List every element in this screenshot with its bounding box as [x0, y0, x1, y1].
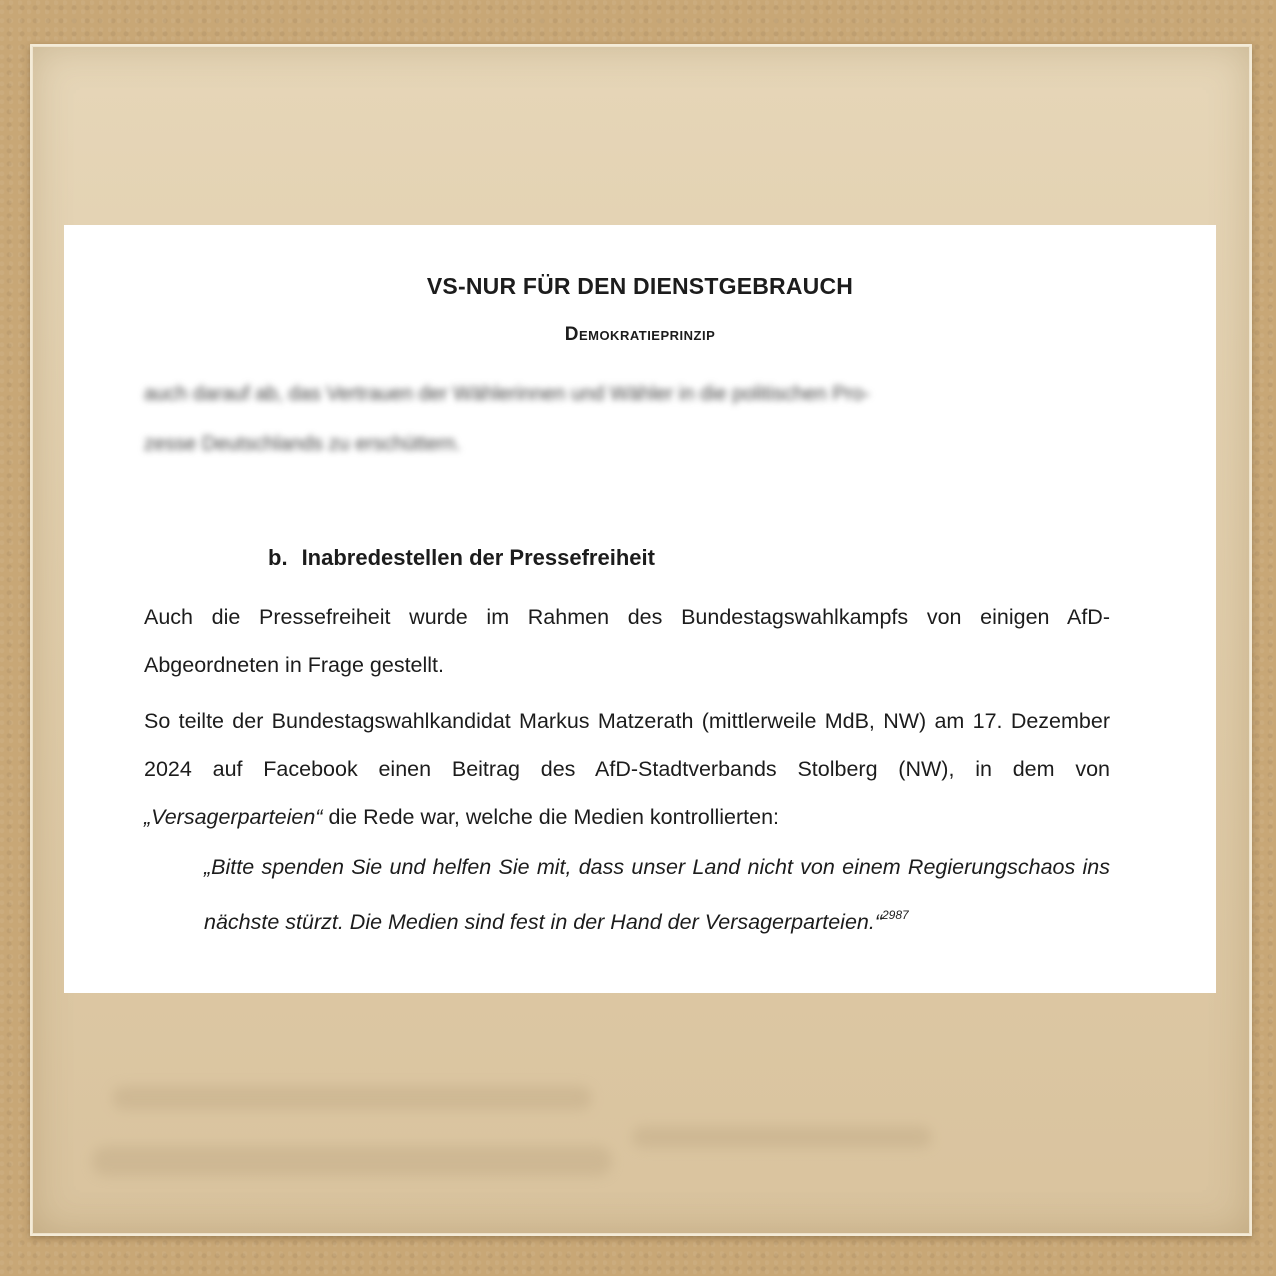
emphasis-text: „Versagerparteien“: [144, 805, 323, 829]
chapter-header: Demokratieprinzip: [564, 324, 716, 345]
classification-header: VS-NUR FÜR DEN DIENSTGEBRAUCH: [426, 273, 854, 299]
blurred-line: auch darauf ab, das Vertrauen der Wählerinnen und Wähler in die politischen Pro-: [144, 383, 870, 405]
section-marker: b.: [268, 545, 288, 570]
paragraph-text: die Rede war, welche die Medien kontrollierten:: [322, 805, 779, 829]
footnote-reference: 2987: [882, 908, 909, 922]
block-quote: [204, 843, 1110, 946]
paragraph: [144, 697, 1110, 841]
section-heading: [268, 545, 655, 571]
document-page: [64, 225, 1216, 993]
blurred-text-block: [144, 369, 1104, 469]
paper-ghost-text: [112, 1086, 592, 1110]
paragraph: Auch die Pressefreiheit wurde im Rahmen des Bundestagswahlkampfs von einigen AfD-Abgeordneten in Frage gestellt.: [144, 605, 1110, 677]
paper-ghost-text: [92, 1146, 612, 1176]
paragraph-text: So teilte der Bundestagswahlkandidat Markus Matzerath (mittlerweile MdB, NW) am 17. Dezember 2024 auf Facebook einen Beitrag des AfD-Stadtverbands Stolberg (NW), in dem von: [144, 709, 1110, 781]
quote-text: „Bitte spenden Sie und helfen Sie mit, dass unser Land nicht von einem Regierungschaos ins nächste stürzt. Die Medien sind fest in der Hand der Versagerparteien.“: [204, 855, 1110, 934]
paper-ghost-text: [632, 1126, 932, 1148]
section-title: Inabredestellen der Pressefreiheit: [301, 545, 655, 570]
blurred-line: zesse Deutschlands zu erschüttern.: [144, 433, 461, 455]
